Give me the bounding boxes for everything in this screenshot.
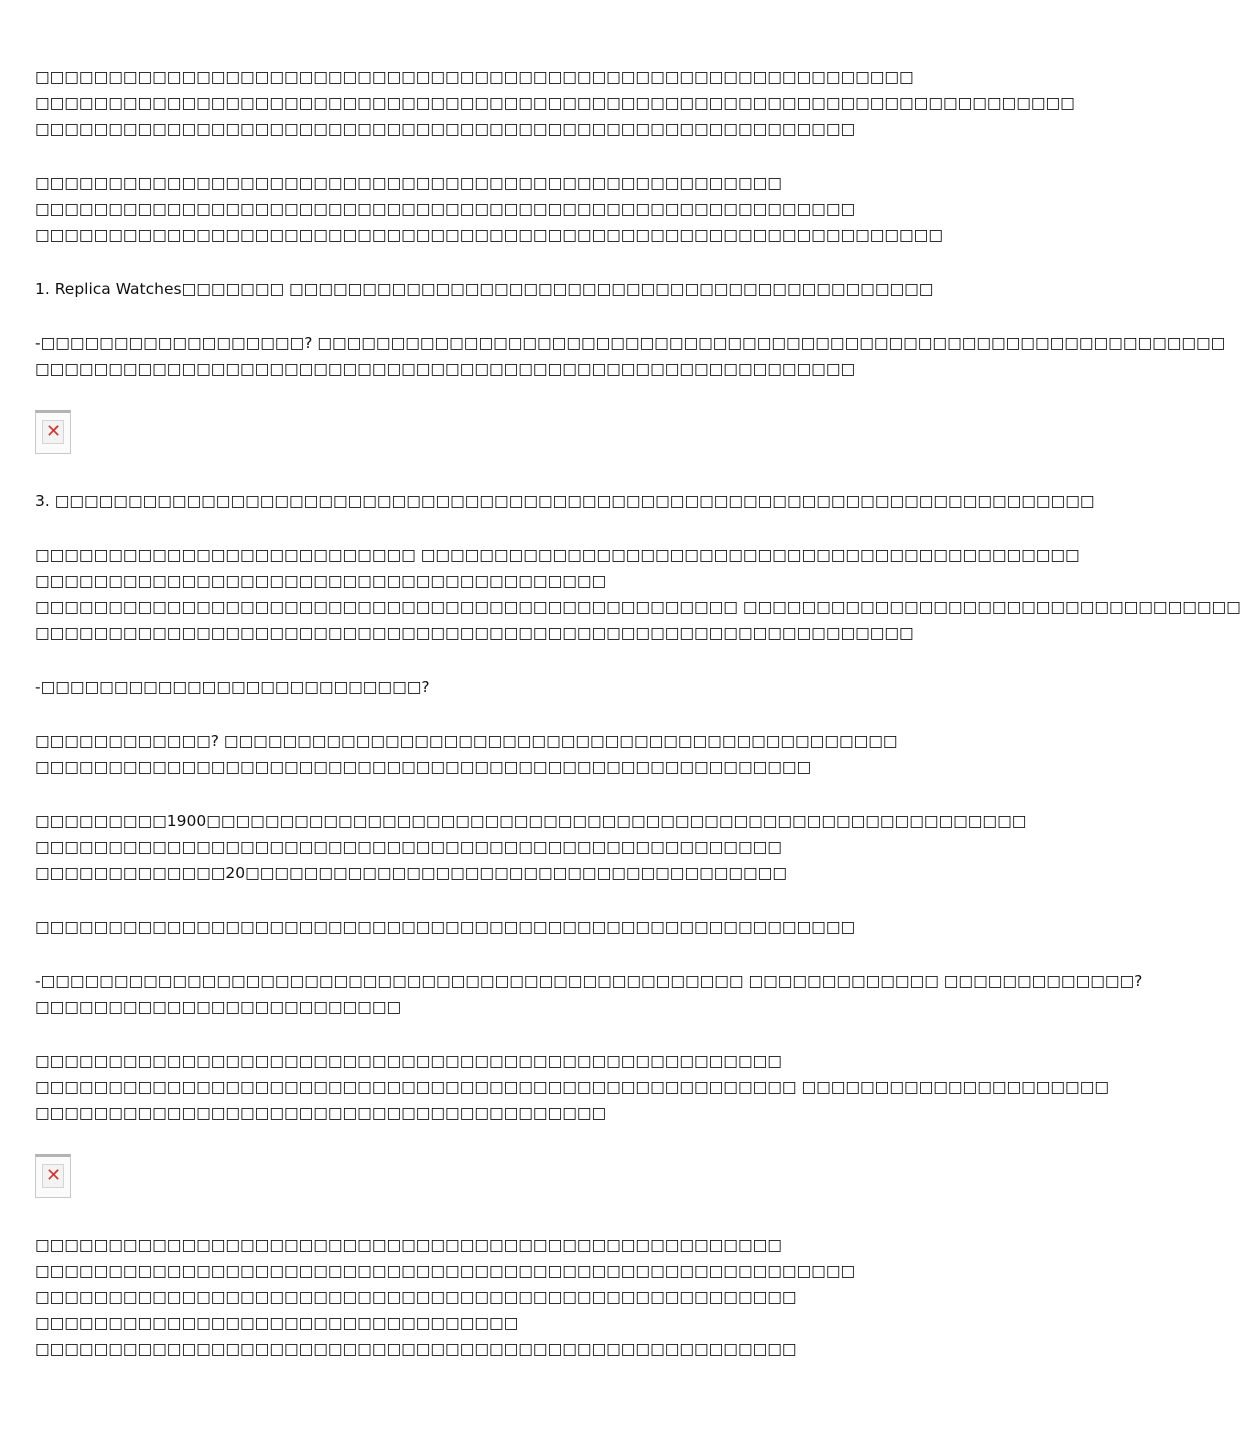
text-line: □□□□□□□□□□□□□□□□□□□□□□□□□□□□□□□□□□□□□□□□□□□□□□□□□□□□□□□□□□□□: [35, 624, 914, 642]
text-line: □□□□□□□□□□□□□□□□□□□□□□□□□□□□□□□□□□□□□□□□□□□□□□□□□□□□□□□□: [35, 360, 856, 378]
text-line: □□□□□□□□□□□□□□□□□□□□□□□□□□□□□□□□□□□□□□□□□□□□□□□□□□□: [35, 838, 782, 856]
text-line: □□□□□□□□□□□□□□□□□□□□□□□□□□ □□□□□□□□□□□□□□□□□□□□□□□□□□□□□□□□□□□□□□□□□□□□□: [35, 546, 1080, 564]
text-line: -□□□□□□□□□□□□□□□□□□? □□□□□□□□□□□□□□□□□□□□□□□□□□□□□□□□□□□□□□□□□□□□□□□□□□□□□□□□□□□□□□: [35, 334, 1226, 352]
text-line: -□□□□□□□□□□□□□□□□□□□□□□□□□□□□□□□□□□□□□□□□□□□□□□□□ □□□□□□□□□□□□□ □□□□□□□□□□□□□?: [35, 972, 1143, 990]
paragraph: [35, 728, 985, 780]
text-line: □□□□□□□□□□□□□□□□□□□□□□□□□□□□□□□□□□□□□□□□□□□□□□□□□□□: [35, 1052, 782, 1070]
text-line: □□□□□□□□□□□□□□□□□□□□□□□□□□□□□□□□□□□□□□□□□□□□□□□□□□□□□□□□: [35, 200, 856, 218]
text-line: □□□□□□□□□□□□□□□□□□□□□□□□□□□□□□□□□□□□□□□□□□□□□□□□□□□□ □□□□□□□□□□□□□□□□□□□□□: [35, 1078, 1109, 1096]
broken-image-icon: [35, 410, 71, 454]
paragraph: [35, 1048, 1109, 1126]
paragraph: [35, 170, 985, 248]
image-frame: [42, 1164, 64, 1188]
paragraph: [35, 808, 1027, 886]
text-line: □□□□□□□□□□□□□□□□□□□□□□□□□□□□□□□□□□□□□□□□□□□□□□□□□□□: [35, 174, 782, 192]
paragraph: [35, 542, 1241, 646]
text-line: □□□□□□□□□□□□□□□□□□□□□□□□□□□□□□□□□□□□□□□: [35, 572, 607, 590]
text-line: □□□□□□□□□□□□□□□□□□□□□□□□□□□□□□□□□□□□□□□□□□□□□□□□□□□□□□□□□□□□: [35, 68, 914, 86]
text-line: □□□□□□□□□□□□□□□□□□□□□□□□□□□□□□□□□□□□□□□□□□□□□□□□ □□□□□□□□□□□□□□□□□□□□□□□□□□□□□□□□□□: [35, 598, 1241, 616]
paragraph: [35, 968, 1143, 1020]
text-line: □□□□□□□□□□□□□□□□□□□□□□□□□: [35, 998, 402, 1016]
close-x-icon: ✕: [46, 1165, 62, 1186]
paragraph: [35, 64, 1075, 142]
text-line: □□□□□□□□□□□□? □□□□□□□□□□□□□□□□□□□□□□□□□□□□□□□□□□□□□□□□□□□□□□: [35, 732, 898, 750]
text-line: □□□□□□□□□□□□□□□□□□□□□□□□□□□□□□□□□□□□□□□□□□□□□□□□□□□□: [35, 1340, 797, 1358]
text-line: □□□□□□□□□□□□□□□□□□□□□□□□□□□□□□□□□□□□□□□□□□□□□□□□□□□□□: [35, 758, 812, 776]
text-line: □□□□□□□□□□□□□□□□□□□□□□□□□□□□□□□□□□□□□□□□□□□□□□□□□□□: [35, 1236, 782, 1254]
text-line: □□□□□□□□□□□□□□□□□□□□□□□□□□□□□□□□□□□□□□□□□□□□□□□□□□□□□□□□: [35, 120, 856, 138]
image-frame: [42, 420, 64, 444]
text-line: □□□□□□□□□□□□□□□□□□□□□□□□□□□□□□□□□□□□□□□□□□□□□□□□□□□□□□□□□□□□□□: [35, 226, 943, 244]
paragraph: [35, 914, 985, 940]
close-x-icon: ✕: [46, 421, 62, 442]
text-line: □□□□□□□□□□□□□20□□□□□□□□□□□□□□□□□□□□□□□□□□□□□□□□□□□□□: [35, 864, 787, 882]
text-line: □□□□□□□□□□□□□□□□□□□□□□□□□□□□□□□□□□□□□□□□□□□□□□□□□□□□□□□□□□□□□□□□□□□□□□□: [35, 94, 1075, 112]
text-line: 1. Replica Watches□□□□□□□ □□□□□□□□□□□□□□□□□□□□□□□□□□□□□□□□□□□□□□□□□□□□: [35, 280, 934, 298]
broken-image-icon: [35, 1154, 71, 1198]
text-line: □□□□□□□□□□□□□□□□□□□□□□□□□□□□□□□□□□□□□□□□□□□□□□□□□□□□□□□□: [35, 1262, 856, 1280]
paragraph: [35, 674, 985, 700]
document-body: [35, 64, 1241, 1390]
text-line: 3. □□□□□□□□□□□□□□□□□□□□□□□□□□□□□□□□□□□□□□□□□□□□□□□□□□□□□□□□□□□□□□□□□□□□□□□: [35, 492, 1095, 510]
paragraph: [35, 276, 985, 302]
text-line: -□□□□□□□□□□□□□□□□□□□□□□□□□□?: [35, 678, 430, 696]
paragraph: [35, 1232, 985, 1362]
text-line: □□□□□□□□□□□□□□□□□□□□□□□□□□□□□□□□□: [35, 1314, 519, 1332]
paragraph: [35, 330, 1226, 382]
paragraph: [35, 488, 1095, 514]
text-line: □□□□□□□□□□□□□□□□□□□□□□□□□□□□□□□□□□□□□□□□□□□□□□□□□□□□□□□□: [35, 918, 856, 936]
text-line: □□□□□□□□□1900□□□□□□□□□□□□□□□□□□□□□□□□□□□□□□□□□□□□□□□□□□□□□□□□□□□□□□□□: [35, 812, 1027, 830]
text-line: □□□□□□□□□□□□□□□□□□□□□□□□□□□□□□□□□□□□□□□□□□□□□□□□□□□□: [35, 1288, 797, 1306]
text-line: □□□□□□□□□□□□□□□□□□□□□□□□□□□□□□□□□□□□□□□: [35, 1104, 607, 1122]
